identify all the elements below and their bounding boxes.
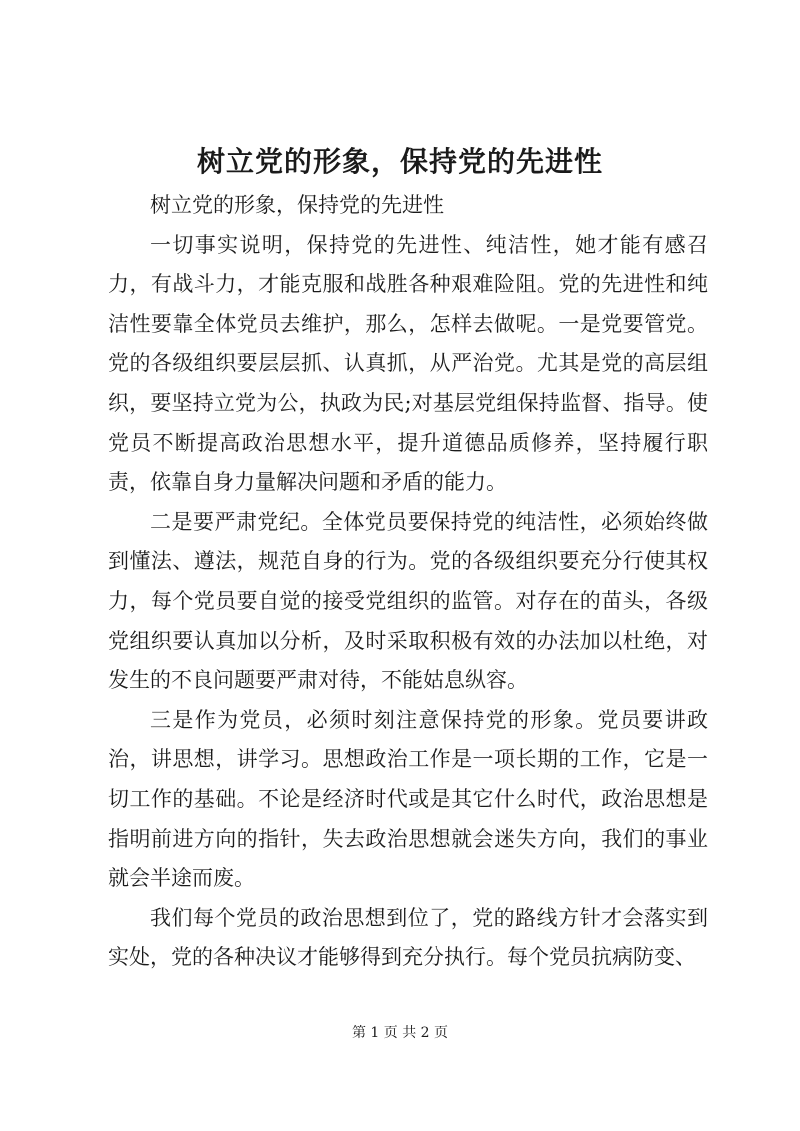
paragraph-3: 三是作为党员，必须时刻注意保持党的形象。党员要讲政治，讲思想，讲学习。思想政治工作是一项长期的工作，它是一切工作的基础。不论是经济时代或是其它什么时代，政治思想是指明前进方向的指针，失去政治思想就会迷失方向，我们的事业就会半途而废。: [108, 707, 708, 891]
document-body: [108, 186, 708, 978]
page-number-footer: 第 1 页 共 2 页: [351, 1025, 449, 1041]
paragraph-1: 一切事实说明，保持党的先进性、纯洁性，她才能有感召力，有战斗力，才能克服和战胜各种艰难险阻。党的先进性和纯洁性要靠全体党员去维护，那么，怎样去做呢。一是党要管党。党的各级组织要层层抓、认真抓，从严治党。尤其是党的高层组织，要坚持立党为公，执政为民;对基层党组保持监督、指导。使党员不断提高政治思想水平，提升道德品质修养，坚持履行职责，依靠自身力量解决问题和矛盾的能力。: [108, 232, 708, 495]
paragraph-subtitle: 树立党的形象，保持党的先进性: [150, 193, 444, 217]
document-title: 树立党的形象，保持党的先进性: [196, 145, 603, 178]
paragraph-4: 我们每个党员的政治思想到位了，党的路线方针才会落实到实处，党的各种决议才能够得到充分执行。每个党员抗病防变、: [108, 905, 708, 970]
paragraph-2: 二是要严肃党纪。全体党员要保持党的纯洁性，必须始终做到懂法、遵法，规范自身的行为。党的各级组织要充分行使其权力，每个党员要自觉的接受党组织的监管。对存在的苗头，各级党组织要认真加以分析，及时采取积极有效的办法加以杜绝，对发生的不良问题要严肃对待，不能姑息纵容。: [108, 509, 708, 693]
